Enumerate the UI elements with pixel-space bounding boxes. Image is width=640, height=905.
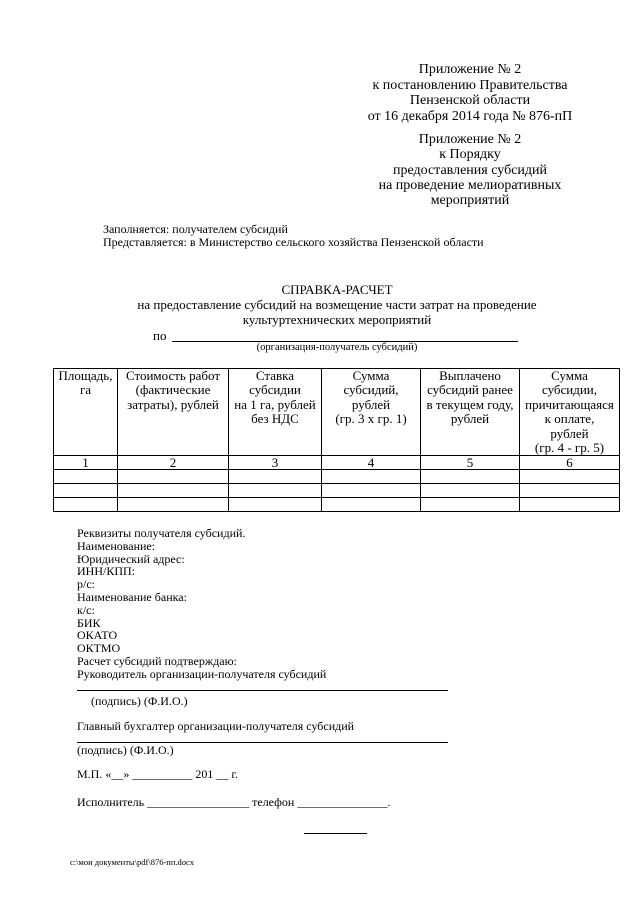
- requisite-bank-name: Наименование банка:: [77, 589, 187, 604]
- procedure-line: к Порядку: [439, 147, 501, 163]
- requisite-oktmo: ОКТМО: [77, 641, 121, 656]
- table-cell: [54, 484, 118, 498]
- table-cell: [520, 498, 620, 512]
- table-cell: [322, 484, 421, 498]
- appendix-number: Приложение № 2: [418, 62, 522, 77]
- calculation-table: [53, 368, 620, 512]
- filled-by: Заполняется: получателем субсидий: [103, 222, 288, 236]
- org-caption: (организация-получатель субсидий): [256, 342, 418, 353]
- document-heading: [100, 282, 574, 327]
- header-line: Выплачено: [439, 368, 501, 383]
- requisites-title: Реквизиты получателя субсидий.: [77, 526, 246, 540]
- column-number: 3: [229, 456, 322, 470]
- head-signature-caption: (подпись) (Ф.И.О.): [91, 694, 188, 708]
- header-line: к оплате,: [544, 411, 595, 427]
- table-cell: [421, 484, 520, 498]
- end-divider: [304, 833, 367, 834]
- accountant-title: Главный бухгалтер организации-получателя субсидий: [77, 719, 355, 733]
- document-subtitle: культуртехнических мероприятий: [242, 312, 432, 327]
- header-line: Площадь,: [58, 368, 113, 383]
- column-number: 1: [54, 456, 118, 470]
- header-line: Ставка: [255, 368, 295, 383]
- header-paid-earlier: [421, 369, 520, 456]
- table-cell: [118, 484, 229, 498]
- header-line: Сумма: [551, 368, 588, 383]
- header-line: Сумма: [352, 368, 390, 383]
- head-title: Руководитель организации-получателя субсидий: [77, 666, 327, 681]
- header-line: (гр. 4 - гр. 5): [534, 440, 605, 456]
- header-work-cost: [118, 369, 229, 456]
- table-cell: [520, 484, 620, 498]
- file-path-footer: c:\мои документы\pdf\876-пп.docx: [70, 857, 195, 867]
- procedure-line: предоставления субсидий: [392, 162, 548, 178]
- column-number: 2: [118, 456, 229, 470]
- table-row: [54, 470, 620, 484]
- header-line: субсидии,: [541, 382, 598, 398]
- resolution-line: к постановлению Правительства: [372, 77, 568, 93]
- table-cell: [118, 470, 229, 484]
- column-number: 6: [520, 456, 620, 470]
- table-row: [54, 498, 620, 512]
- header-line: рублей: [550, 425, 589, 441]
- requisite-account: р/с:: [77, 577, 95, 592]
- table-cell: [421, 470, 520, 484]
- requisite-inn-kpp: ИНН/КПП:: [77, 564, 136, 579]
- document-subtitle: на предоставление субсидий на возмещение части затрат на проведение: [137, 297, 537, 312]
- table-cell: [229, 498, 322, 512]
- procedure-reference: [355, 132, 585, 208]
- requisite-bik: БИК: [77, 615, 101, 630]
- requisite-okato: ОКАТО: [77, 628, 118, 643]
- executor-line: Исполнитель _________________ телефон _______________.: [77, 795, 391, 809]
- submitted-to: Представляется: в Министерство сельского хозяйства Пензенской области: [103, 235, 484, 249]
- document-title: СПРАВКА-РАСЧЕТ: [281, 282, 393, 297]
- header-line: (фактические: [135, 382, 211, 398]
- header-subsidy-sum: [322, 369, 421, 456]
- header-line: без НДС: [251, 411, 299, 427]
- header-line: причитающаяся: [525, 396, 614, 412]
- table-cell: [520, 470, 620, 484]
- table-cell: [229, 470, 322, 484]
- header-line: субсидий ранее: [427, 382, 513, 398]
- accountant-signature-caption: (подпись) (Ф.И.О.): [77, 743, 174, 757]
- header-line: га: [79, 382, 92, 398]
- table-cell: [421, 498, 520, 512]
- header-line: на 1 га, рублей: [234, 396, 316, 412]
- column-number: 5: [421, 456, 520, 470]
- head-signature-line: [77, 690, 448, 691]
- confirmation-text: Расчет субсидий подтверждаю:: [77, 653, 237, 668]
- resolution-date: от 16 декабря 2014 года № 876-пП: [367, 108, 573, 124]
- requisite-corr-account: к/с:: [77, 602, 95, 617]
- recipient-requisites: [77, 527, 326, 681]
- org-prefix: по: [153, 328, 167, 343]
- header-line: субсидий,: [343, 382, 399, 398]
- routing-info: [103, 223, 484, 249]
- header-line: (гр. 3 х гр. 1): [335, 411, 407, 427]
- requisite-legal-address: Юридический адрес:: [77, 551, 185, 566]
- header-area: [54, 369, 118, 456]
- table-cell: [54, 498, 118, 512]
- resolution-reference: [355, 62, 585, 124]
- table-cell: [118, 498, 229, 512]
- header-line: затраты), рублей: [127, 396, 219, 412]
- appendix-number: Приложение № 2: [418, 132, 522, 147]
- header-subsidy-rate: [229, 369, 322, 456]
- table-header-row: [54, 369, 620, 456]
- stamp-date-line: М.П. «__» __________ 201 __ г.: [77, 767, 238, 781]
- table-cell: [229, 484, 322, 498]
- table-cell: [322, 470, 421, 484]
- table-cell: [54, 470, 118, 484]
- header-line: рублей: [450, 411, 490, 427]
- requisite-name: Наименование:: [77, 538, 156, 553]
- header-line: рублей: [351, 396, 391, 412]
- header-line: субсидии: [249, 382, 301, 398]
- procedure-line: мероприятий: [430, 193, 510, 209]
- header-line: в текущем году,: [426, 396, 514, 412]
- column-number: 4: [322, 456, 421, 470]
- header-amount-due: [520, 369, 620, 456]
- resolution-region: Пензенской области: [409, 93, 531, 108]
- table-row: [54, 484, 620, 498]
- column-numbers-row: [54, 456, 620, 470]
- header-line: Стоимость работ: [125, 368, 221, 383]
- procedure-line: на проведение мелиоративных: [378, 177, 562, 193]
- table-cell: [322, 498, 421, 512]
